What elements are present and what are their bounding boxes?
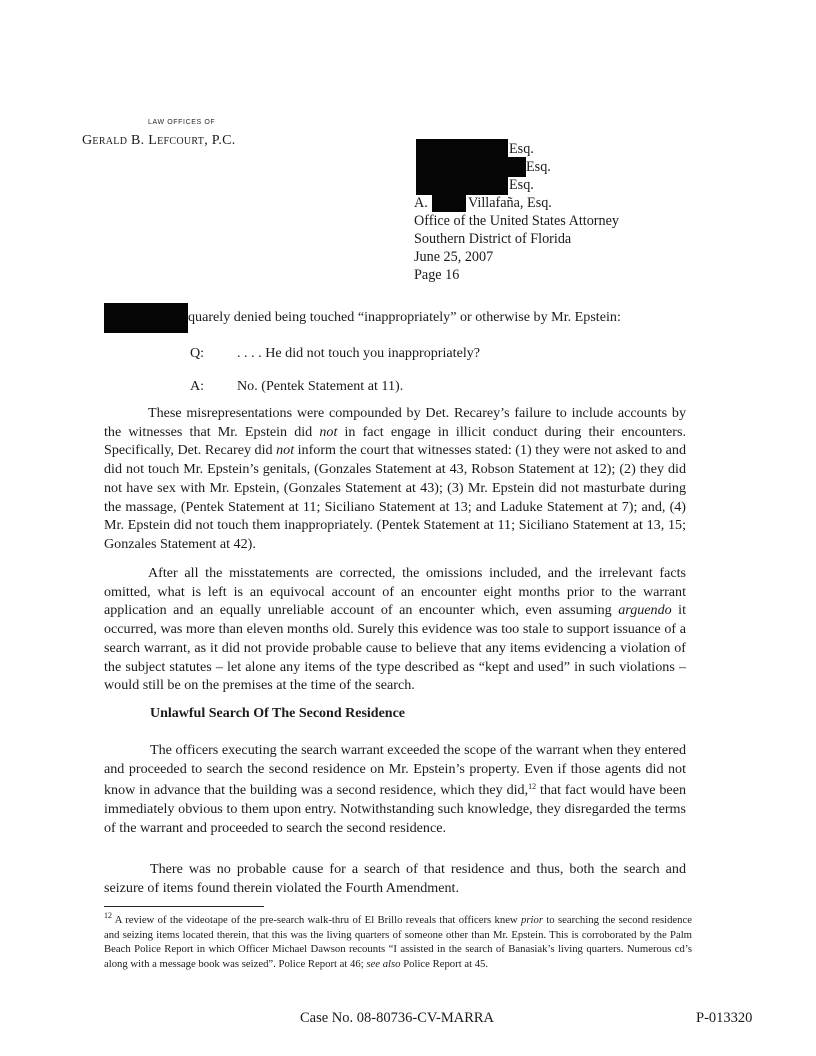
redaction-box [432, 194, 466, 212]
recipient-line-3: Esq. [509, 177, 534, 193]
paragraph-second-residence: The officers executing the search warrant exceeded the scope of the warrant when they entered and proceeded to search the second residence on Mr. Epstein’s property. Even if those agents did not know in advance that the building was a second residence, which they did,$^{12}$ that fact would have been immediately obvious to them upon entry. Notwithstanding such knowledge, they disregarded the terms of the warrant and proceeded to search the second residence. [104, 742, 686, 836]
footnote-12: $^{12}$ A review of the videotape of the pre-search walk-thru of El Brillo reveals that officers knew prior to searching the second residence and seizing items located therein, that this was the living quarters of someone other than Mr. Epstein. This is corroborated by the Palm Beach Police Report in which Officer Michael Dawson recounts “I assisted in the search of Banasiak’s living quarters. Numerous cd’s along with a message book was seized”. Police Report at 46; see also Police Report at 45. [104, 911, 692, 970]
recipient-line-2: Esq. [526, 159, 551, 175]
recipient-line-1: Esq. [509, 141, 534, 157]
redaction-box [104, 303, 188, 333]
letter-date: June 25, 2007 [414, 249, 494, 265]
bates-number: P-013320 [696, 1010, 753, 1026]
redaction-box [416, 175, 508, 195]
recipient-line-4: Villafaña, Esq. [468, 195, 552, 211]
firm-name: Gerald B. Lefcourt, P.C. [82, 133, 236, 148]
recipient-line-4-prefix: A. [414, 195, 428, 211]
recipient-office: Office of the United States Attorney [414, 213, 620, 229]
page-number: Page 16 [414, 267, 460, 283]
paragraph-stale-evidence: After all the misstatements are corrected, the omissions included, and the irrelevant facts omitted, what is left is an equivocal account of an encounter eight months prior to the warrant application and an equally unreliable account of an encounter which, even assuming arguendo it occurred, was more than eleven months old. Surely this evidence was too stale to support issuance of a search warrant, as it did not provide probable cause to believe that any items evidencing a violation of the subject statutes – let alone any items of the type described as “kept and used” in such violations – would still be on the premises at the time of the search. [104, 565, 687, 694]
question-text: . . . . He did not touch you inappropriately? [237, 345, 481, 361]
intro-line: quarely denied being touched “inappropriately” or otherwise by Mr. Epstein: [188, 309, 621, 325]
paragraph-misrepresentations: These misrepresentations were compounded by Det. Recarey’s failure to include accounts by the witnesses that Mr. Epstein did not in fact engage in illicit conduct during their encounters. Specifically, Det. Recarey did not inform the court that witnesses stated: (1) they were not asked to and did not touch Mr. Epstein’s genitals, (Gonzales Statement at 43, Robson Statement at 12); (2) they did not have sex with Mr. Epstein, (Gonzales Statement at 43); (3) Mr. Epstein did not masturbate during the massage, (Pentek Statement at 11; Siciliano Statement at 13; and Laduke Statement at 7); and, (4) Mr. Epstein did not touch them inappropriately. (Pentek Statement at 11; Siciliano Statement at 13, 15; Gonzales Statement at 42). [104, 405, 686, 552]
recipient-district: Southern District of Florida [414, 231, 572, 247]
section-heading: Unlawful Search Of The Second Residence [150, 706, 405, 721]
footnote-divider [104, 906, 264, 907]
question-label: Q: [190, 345, 205, 361]
redaction-box [416, 157, 526, 177]
law-offices-label: LAW OFFICES OF [148, 119, 216, 126]
answer-text: No. (Pentek Statement at 11). [237, 378, 404, 394]
answer-label: A: [190, 378, 205, 394]
redaction-box [416, 139, 508, 159]
paragraph-fourth-amendment: There was no probable cause for a search of that residence and thus, both the search and seizure of items found therein violated the Fourth Amendment. [104, 861, 686, 896]
case-number: Case No. 08-80736-CV-MARRA [300, 1010, 495, 1026]
footnote-reference: 12 [528, 782, 537, 792]
